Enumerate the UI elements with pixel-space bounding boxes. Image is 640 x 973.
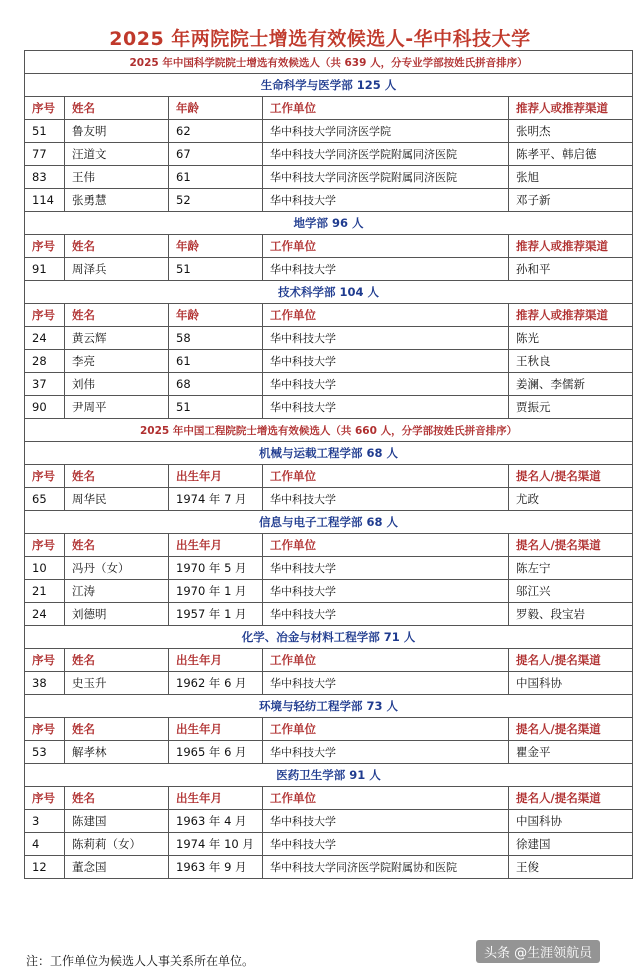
cell-name: 刘德明 [65, 603, 169, 626]
header-unit: 工作单位 [263, 304, 509, 327]
cell-age-or-birth: 1957 年 1 月 [169, 603, 263, 626]
cell-unit: 华中科技大学同济医学院附属协和医院 [263, 856, 509, 879]
division-title-row [25, 74, 633, 97]
cell-unit: 华中科技大学同济医学院附属同济医院 [263, 143, 509, 166]
table-row [25, 580, 633, 603]
division-title-row [25, 764, 633, 787]
cell-unit: 华中科技大学 [263, 350, 509, 373]
division-title: 环境与轻纺工程学部 73 人 [25, 695, 633, 718]
cell-unit: 华中科技大学 [263, 833, 509, 856]
table-row [25, 557, 633, 580]
header-nominator: 推荐人或推荐渠道 [509, 235, 633, 258]
table-row [25, 143, 633, 166]
header-nominator: 提名人/提名渠道 [509, 787, 633, 810]
cell-unit: 华中科技大学同济医学院附属同济医院 [263, 166, 509, 189]
cell-name: 黄云辉 [65, 327, 169, 350]
header-row [25, 534, 633, 557]
division-title: 技术科学部 104 人 [25, 281, 633, 304]
header-unit: 工作单位 [263, 97, 509, 120]
table-row [25, 833, 633, 856]
cell-index: 77 [25, 143, 65, 166]
cell-unit: 华中科技大学 [263, 189, 509, 212]
header-name: 姓名 [65, 304, 169, 327]
cell-name: 陈建国 [65, 810, 169, 833]
header-index: 序号 [25, 534, 65, 557]
division-title: 信息与电子工程学部 68 人 [25, 511, 633, 534]
cell-name: 陈莉莉（女） [65, 833, 169, 856]
cell-age-or-birth: 1965 年 6 月 [169, 741, 263, 764]
cell-index: 90 [25, 396, 65, 419]
table-row [25, 488, 633, 511]
cell-unit: 华中科技大学 [263, 373, 509, 396]
cell-name: 江涛 [65, 580, 169, 603]
header-age-or-birth: 年龄 [169, 235, 263, 258]
division-title: 生命科学与医学部 125 人 [25, 74, 633, 97]
header-name: 姓名 [65, 97, 169, 120]
cell-unit: 华中科技大学 [263, 741, 509, 764]
cell-age-or-birth: 62 [169, 120, 263, 143]
cell-nominator: 邓子新 [509, 189, 633, 212]
header-unit: 工作单位 [263, 534, 509, 557]
table-row [25, 189, 633, 212]
header-name: 姓名 [65, 534, 169, 557]
cell-unit: 华中科技大学 [263, 603, 509, 626]
candidate-table-sheet [24, 50, 632, 879]
cell-index: 12 [25, 856, 65, 879]
cell-index: 51 [25, 120, 65, 143]
header-nominator: 提名人/提名渠道 [509, 465, 633, 488]
division-title: 化学、冶金与材料工程学部 71 人 [25, 626, 633, 649]
cell-age-or-birth: 1970 年 1 月 [169, 580, 263, 603]
cell-unit: 华中科技大学 [263, 396, 509, 419]
header-age-or-birth: 年龄 [169, 304, 263, 327]
cell-nominator: 陈孝平、韩启德 [509, 143, 633, 166]
header-age-or-birth: 出生年月 [169, 534, 263, 557]
cell-index: 10 [25, 557, 65, 580]
academy-title: 2025 年中国科学院院士增选有效候选人（共 639 人，分专业学部按姓氏拼音排序） [25, 51, 633, 74]
cell-nominator: 王秋良 [509, 350, 633, 373]
header-index: 序号 [25, 465, 65, 488]
division-title-row [25, 695, 633, 718]
cell-nominator: 中国科协 [509, 810, 633, 833]
header-age-or-birth: 出生年月 [169, 649, 263, 672]
header-name: 姓名 [65, 235, 169, 258]
table-row [25, 603, 633, 626]
cell-name: 史玉升 [65, 672, 169, 695]
cell-nominator: 姜澜、李儒新 [509, 373, 633, 396]
header-index: 序号 [25, 97, 65, 120]
division-title-row [25, 626, 633, 649]
cell-age-or-birth: 68 [169, 373, 263, 396]
cell-unit: 华中科技大学 [263, 810, 509, 833]
cell-nominator: 邬江兴 [509, 580, 633, 603]
cell-nominator: 罗毅、段宝岩 [509, 603, 633, 626]
header-nominator: 推荐人或推荐渠道 [509, 97, 633, 120]
cell-unit: 华中科技大学同济医学院 [263, 120, 509, 143]
cell-index: 4 [25, 833, 65, 856]
cell-index: 28 [25, 350, 65, 373]
cell-index: 114 [25, 189, 65, 212]
header-row [25, 235, 633, 258]
header-row [25, 718, 633, 741]
header-index: 序号 [25, 649, 65, 672]
cell-nominator: 王俊 [509, 856, 633, 879]
header-name: 姓名 [65, 718, 169, 741]
division-title: 地学部 96 人 [25, 212, 633, 235]
cell-nominator: 孙和平 [509, 258, 633, 281]
cell-name: 李亮 [65, 350, 169, 373]
page-title: 2025 年两院院士增选有效候选人-华中科技大学 [109, 28, 531, 50]
header-unit: 工作单位 [263, 465, 509, 488]
table-row [25, 350, 633, 373]
header-age-or-birth: 年龄 [169, 97, 263, 120]
table-row [25, 258, 633, 281]
cell-unit: 华中科技大学 [263, 672, 509, 695]
cell-name: 刘伟 [65, 373, 169, 396]
cell-name: 董念国 [65, 856, 169, 879]
cell-name: 张勇慧 [65, 189, 169, 212]
header-nominator: 提名人/提名渠道 [509, 534, 633, 557]
cell-name: 汪道文 [65, 143, 169, 166]
header-unit: 工作单位 [263, 649, 509, 672]
header-row [25, 465, 633, 488]
header-row [25, 787, 633, 810]
table-row [25, 373, 633, 396]
cell-name: 冯丹（女） [65, 557, 169, 580]
cell-unit: 华中科技大学 [263, 557, 509, 580]
cell-age-or-birth: 51 [169, 258, 263, 281]
cell-age-or-birth: 61 [169, 350, 263, 373]
header-name: 姓名 [65, 465, 169, 488]
cell-age-or-birth: 52 [169, 189, 263, 212]
header-nominator: 提名人/提名渠道 [509, 649, 633, 672]
cell-index: 65 [25, 488, 65, 511]
cell-nominator: 尤政 [509, 488, 633, 511]
division-title-row [25, 212, 633, 235]
division-title-row [25, 511, 633, 534]
header-unit: 工作单位 [263, 718, 509, 741]
header-index: 序号 [25, 235, 65, 258]
cell-unit: 华中科技大学 [263, 258, 509, 281]
header-name: 姓名 [65, 649, 169, 672]
table-row [25, 672, 633, 695]
header-age-or-birth: 出生年月 [169, 718, 263, 741]
table-row [25, 741, 633, 764]
header-row [25, 649, 633, 672]
cell-name: 尹周平 [65, 396, 169, 419]
cell-unit: 华中科技大学 [263, 327, 509, 350]
cell-age-or-birth: 1962 年 6 月 [169, 672, 263, 695]
cell-index: 38 [25, 672, 65, 695]
cell-nominator: 徐建国 [509, 833, 633, 856]
candidate-table [24, 50, 633, 879]
cell-age-or-birth: 1974 年 10 月 [169, 833, 263, 856]
cell-nominator: 瞿金平 [509, 741, 633, 764]
cell-nominator: 陈左宁 [509, 557, 633, 580]
cell-age-or-birth: 1963 年 4 月 [169, 810, 263, 833]
cell-age-or-birth: 1974 年 7 月 [169, 488, 263, 511]
division-title-row [25, 442, 633, 465]
cell-age-or-birth: 1963 年 9 月 [169, 856, 263, 879]
header-unit: 工作单位 [263, 787, 509, 810]
header-index: 序号 [25, 787, 65, 810]
header-age-or-birth: 出生年月 [169, 787, 263, 810]
cell-name: 王伟 [65, 166, 169, 189]
header-age-or-birth: 出生年月 [169, 465, 263, 488]
cell-index: 21 [25, 580, 65, 603]
division-title-row [25, 281, 633, 304]
cell-name: 解孝林 [65, 741, 169, 764]
header-row [25, 97, 633, 120]
cell-age-or-birth: 58 [169, 327, 263, 350]
division-title: 医药卫生学部 91 人 [25, 764, 633, 787]
academy-title-row [25, 419, 633, 442]
cell-name: 鲁友明 [65, 120, 169, 143]
cell-nominator: 贾振元 [509, 396, 633, 419]
cell-age-or-birth: 51 [169, 396, 263, 419]
header-row [25, 304, 633, 327]
header-nominator: 提名人/提名渠道 [509, 718, 633, 741]
table-row [25, 327, 633, 350]
cell-unit: 华中科技大学 [263, 580, 509, 603]
cell-index: 24 [25, 603, 65, 626]
header-index: 序号 [25, 304, 65, 327]
cell-name: 周华民 [65, 488, 169, 511]
cell-age-or-birth: 1970 年 5 月 [169, 557, 263, 580]
cell-index: 91 [25, 258, 65, 281]
table-row [25, 810, 633, 833]
table-row [25, 166, 633, 189]
cell-index: 83 [25, 166, 65, 189]
table-row [25, 120, 633, 143]
cell-index: 3 [25, 810, 65, 833]
cell-age-or-birth: 67 [169, 143, 263, 166]
header-index: 序号 [25, 718, 65, 741]
cell-nominator: 中国科协 [509, 672, 633, 695]
footnote: 注：工作单位为候选人人事关系所在单位。 [26, 954, 255, 968]
header-unit: 工作单位 [263, 235, 509, 258]
cell-index: 24 [25, 327, 65, 350]
table-row [25, 396, 633, 419]
academy-title-row [25, 51, 633, 74]
candidate-table-body [25, 51, 633, 879]
cell-nominator: 张明杰 [509, 120, 633, 143]
cell-name: 周泽兵 [65, 258, 169, 281]
cell-age-or-birth: 61 [169, 166, 263, 189]
division-title: 机械与运载工程学部 68 人 [25, 442, 633, 465]
cell-index: 37 [25, 373, 65, 396]
academy-title: 2025 年中国工程院院士增选有效候选人（共 660 人，分学部按姓氏拼音排序） [25, 419, 633, 442]
cell-unit: 华中科技大学 [263, 488, 509, 511]
header-name: 姓名 [65, 787, 169, 810]
cell-nominator: 陈光 [509, 327, 633, 350]
watermark: 头条 @生涯领航员 [476, 940, 600, 963]
header-nominator: 推荐人或推荐渠道 [509, 304, 633, 327]
cell-nominator: 张旭 [509, 166, 633, 189]
table-row [25, 856, 633, 879]
cell-index: 53 [25, 741, 65, 764]
